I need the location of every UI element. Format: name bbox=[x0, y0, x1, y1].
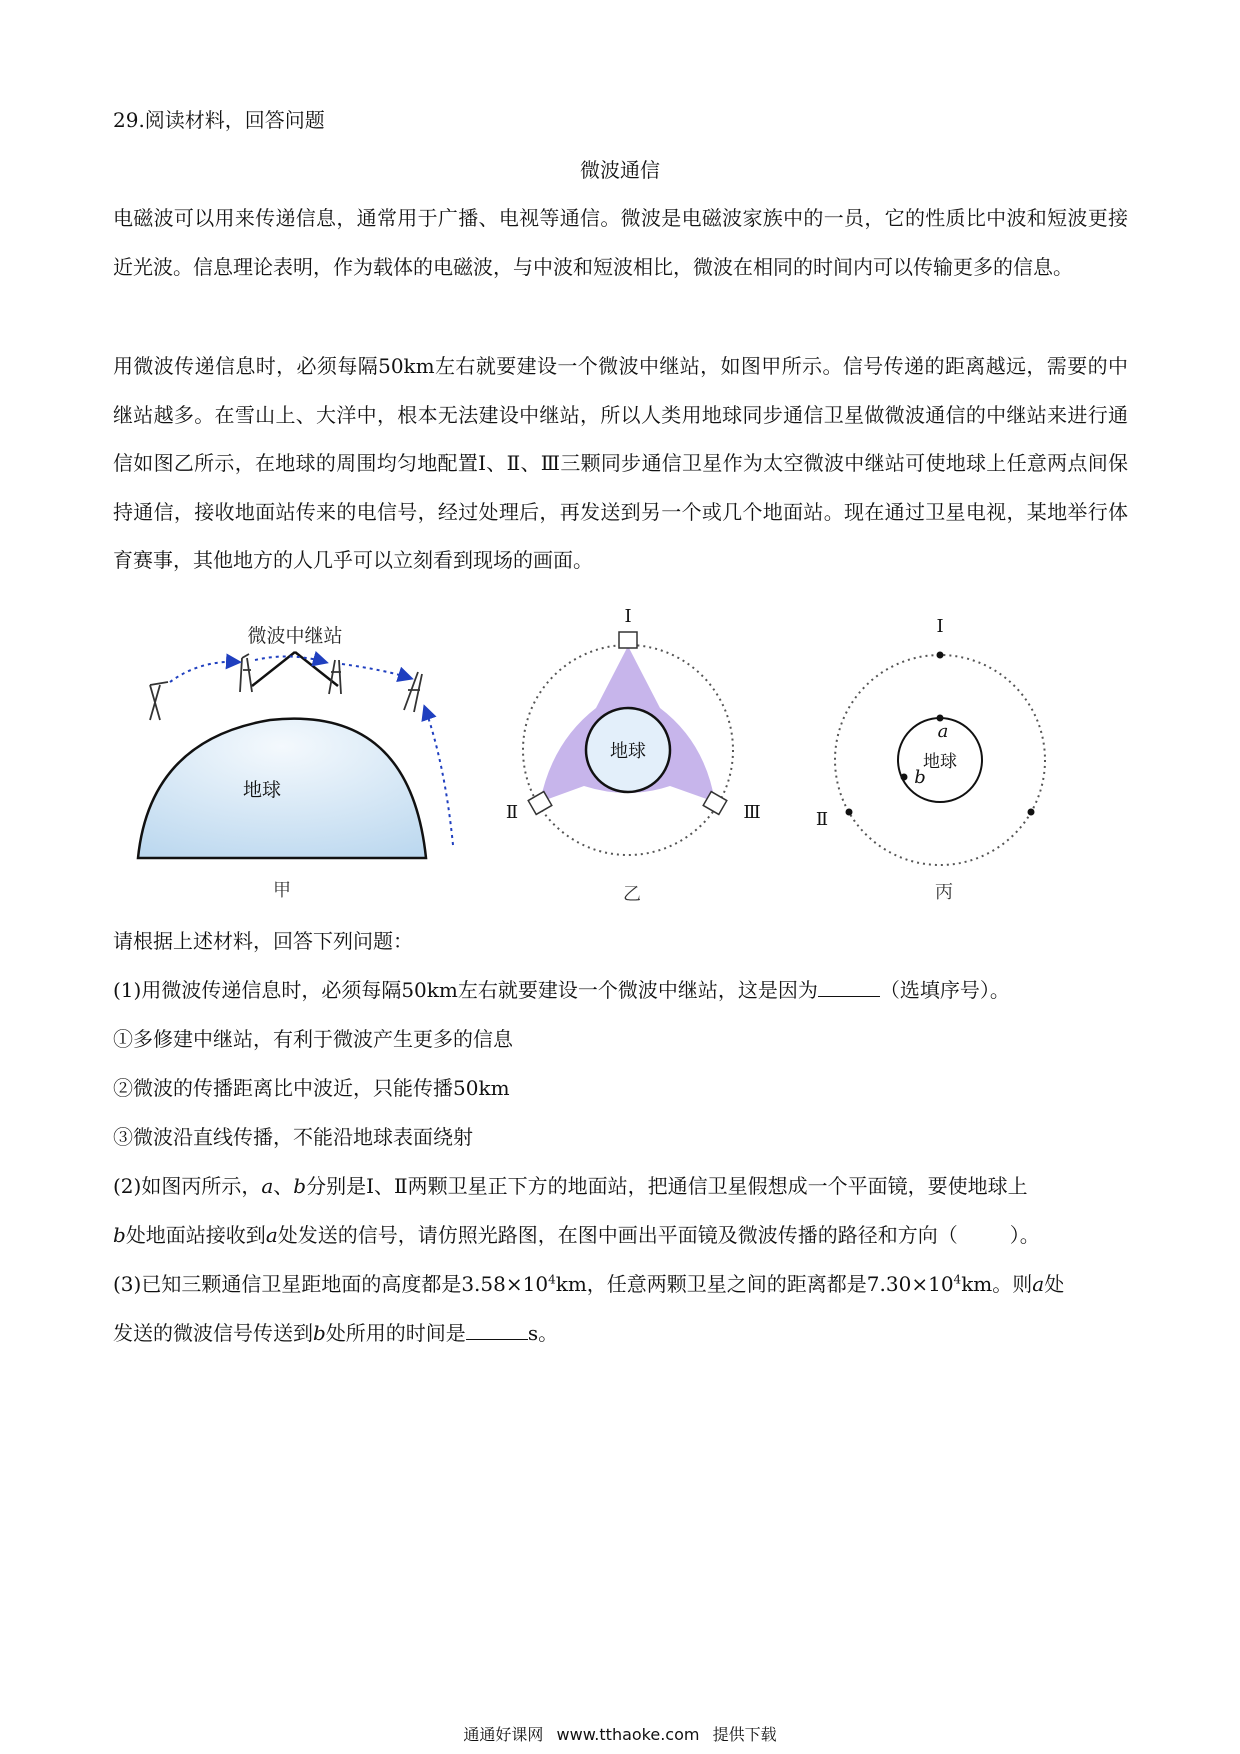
q2-var-b: b bbox=[293, 1174, 307, 1198]
footer-download-text: 提供下载 bbox=[712, 1725, 777, 1744]
q2-text-1: (2)如图丙所示， bbox=[113, 1174, 262, 1198]
q3-text-1: (3)已知三颗通信卫星距地面的高度都是3.58×10 bbox=[113, 1272, 549, 1296]
figure-strip bbox=[0, 590, 1240, 910]
satellite-1-label-yi: Ⅰ bbox=[624, 606, 632, 627]
wave-arrow-3 bbox=[342, 664, 410, 678]
tower-4 bbox=[404, 672, 422, 712]
q2-var-b-2: b bbox=[113, 1223, 126, 1247]
satellite-1-label-bing: Ⅰ bbox=[936, 616, 944, 637]
figures-svg bbox=[0, 590, 1240, 910]
satellite-2-label-yi: Ⅱ bbox=[505, 802, 519, 823]
relay-towers bbox=[150, 654, 422, 720]
q3-var-b: b bbox=[313, 1321, 326, 1345]
wave-arrow-4 bbox=[425, 708, 453, 845]
figure-yi bbox=[506, 606, 761, 905]
satellite-1-icon bbox=[619, 632, 637, 648]
wave-arrow-1 bbox=[170, 662, 238, 682]
q2-var-a-2: a bbox=[265, 1223, 278, 1247]
wave-arrow-2 bbox=[255, 656, 325, 662]
q3-var-a: a bbox=[1032, 1272, 1045, 1296]
q2-line-2 bbox=[113, 1219, 1143, 1248]
q3-text-3: km。则 bbox=[961, 1272, 1033, 1296]
satellite-3-dot bbox=[1028, 809, 1035, 816]
passage-paragraph-1: 电磁波可以用来传递信息，通常用于广播、电视等通信。微波是电磁波家族中的一员，它的性质比中波和短波更接近光波。信息理论表明，作为载体的电磁波，与中波和短波相比，微波在相同的时间内可以传输更多的信息。 bbox=[113, 206, 1128, 279]
q2-text-5: ）。 bbox=[1009, 1223, 1040, 1247]
footer-url[interactable]: www.tthaoke.com bbox=[556, 1725, 700, 1744]
q1-stem-before: (1)用微波传递信息时，必须每隔50km左右就要建设一个微波中继站，这是因为 bbox=[113, 978, 818, 1002]
point-a-label: a bbox=[937, 721, 949, 742]
footer-site-name: 通通好课网 bbox=[463, 1725, 544, 1744]
point-b-dot bbox=[901, 774, 908, 781]
earth-label-yi: 地球 bbox=[610, 741, 646, 762]
question-title: 29.阅读材料，回答问题 bbox=[113, 108, 325, 132]
relay-pointer-lines bbox=[252, 652, 338, 686]
q1-option-3: ③微波沿直线传播，不能沿地球表面绕射 bbox=[113, 1125, 473, 1149]
tower-3 bbox=[329, 660, 341, 694]
figure-bing bbox=[816, 616, 1045, 903]
q3-line-2 bbox=[113, 1317, 1143, 1346]
q3-text-6: 处所用的时间是 bbox=[325, 1321, 466, 1345]
caption-yi: 乙 bbox=[623, 884, 641, 905]
q3-text-7: s。 bbox=[527, 1321, 559, 1345]
relay-station-label: 微波中继站 bbox=[247, 625, 343, 647]
passage-paragraph-2: 用微波传递信息时，必须每隔50km左右就要建设一个微波中继站，如图甲所示。信号传递的距离越远，需要的中继站越多。在雪山上、大洋中，根本无法建设中继站，所以人类用地球同步通信卫星做微波通信的中继站来进行通信如图乙所示，在地球的周围均匀地配置Ⅰ、Ⅱ、Ⅲ三颗同步通信卫星作为太空微波中继站可使地球上任意两点间保持通信，接收地面站传来的电信号，经过处理后，再发送到另一个或几个地面站。现在通过卫星电视，某地举行体育赛事，其他地方的人几乎可以立刻看到现场的画面。 bbox=[113, 354, 1128, 572]
q3-text-5: 发送的微波信号传送到 bbox=[113, 1321, 313, 1345]
q2-text-2: 分别是Ⅰ、Ⅱ两颗卫星正下方的地面站，把通信卫星假想成一个平面镜，要使地球上 bbox=[306, 1174, 1028, 1198]
caption-bing: 丙 bbox=[935, 882, 953, 903]
caption-jia: 甲 bbox=[273, 880, 291, 901]
q2-var-a: a bbox=[261, 1174, 274, 1198]
tower-1 bbox=[150, 682, 168, 720]
q3-text-2: km，任意两颗卫星之间的距离都是7.30×10 bbox=[555, 1272, 954, 1296]
q2-text-3: 处地面站接收到 bbox=[125, 1223, 266, 1247]
q3-exponent-1: 4 bbox=[548, 1272, 556, 1287]
q1-option-2: ②微波的传播距离比中波近，只能传播50km bbox=[113, 1076, 510, 1100]
q2-sep: 、 bbox=[273, 1174, 294, 1198]
q2-line-1 bbox=[113, 1170, 1143, 1199]
satellite-3-label-yi: Ⅲ bbox=[743, 802, 761, 823]
questions-prompt: 请根据上述材料，回答下列问题： bbox=[113, 929, 413, 953]
q3-exponent-2: 4 bbox=[953, 1272, 962, 1287]
earth-label-bing: 地球 bbox=[923, 752, 957, 772]
q3-answer-blank[interactable] bbox=[466, 1321, 528, 1340]
q1-answer-blank[interactable] bbox=[818, 978, 880, 997]
passage-heading: 微波通信 bbox=[580, 158, 660, 182]
point-b-label: b bbox=[914, 767, 926, 788]
q1-option-1: ①多修建中继站，有利于微波产生更多的信息 bbox=[113, 1027, 513, 1051]
earth-arc-jia bbox=[138, 719, 426, 858]
q3-line-1 bbox=[113, 1268, 1143, 1297]
satellite-2-label-bing: Ⅱ bbox=[815, 809, 829, 830]
page-footer bbox=[0, 1722, 1240, 1745]
satellite-2-dot bbox=[846, 809, 853, 816]
q1-stem bbox=[113, 974, 1143, 1003]
figure-jia bbox=[138, 625, 453, 901]
tower-2 bbox=[240, 654, 252, 692]
satellite-1-dot bbox=[937, 652, 944, 659]
q3-text-4: 处 bbox=[1044, 1272, 1065, 1296]
q2-text-4: 处发送的信号，请仿照光路图，在图中画出平面镜及微波传播的路径和方向（ bbox=[277, 1223, 958, 1247]
q1-stem-after: （选填序号）。 bbox=[879, 978, 1010, 1002]
earth-label-jia: 地球 bbox=[242, 779, 282, 801]
